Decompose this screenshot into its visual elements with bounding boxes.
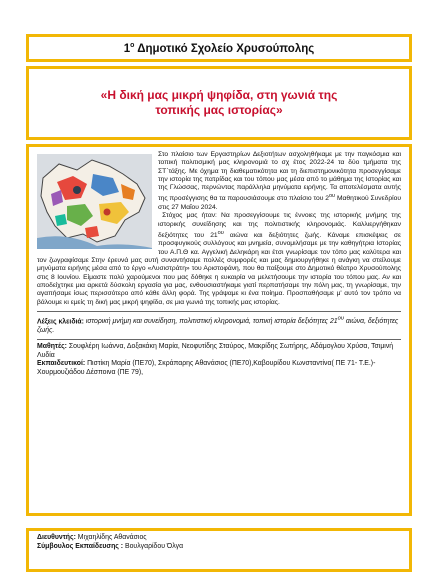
ordinal-suffix: ου: [337, 315, 344, 322]
school-number: 1: [123, 42, 131, 55]
school-name: [124, 42, 314, 55]
director-label: Διευθυντής:: [37, 534, 76, 541]
teachers: [37, 360, 401, 377]
advisor-label: Σύμβουλος Εκπαίδευσης :: [37, 542, 124, 550]
keywords-text-end: αιώνα, δεξιότητες ζωής.: [37, 318, 399, 334]
director: [37, 534, 401, 543]
paragraph-1-end: Μαθητικού Συνεδρίου στις 27 Μαΐου 2024.: [158, 195, 401, 212]
students-label: Μαθητές:: [37, 343, 67, 351]
footer-box: [26, 528, 412, 572]
teachers-names: Πιστίκη Μαρία (ΠΕ70), Σκράπαρης Αθανάσιος (ΠΕ70),Καβουρίδου Κωνσταντίνα( ΠΕ 71- Τ.Ε.)- Χουρμουζιάδου Δέσποινα (ΠΕ 79),: [37, 360, 376, 376]
ordinal-suffix: ο: [130, 41, 135, 49]
body-text: [37, 151, 401, 307]
header-box: [26, 34, 412, 62]
keywords-text: ιστορική μνήμη και συνείδηση, πολιτιστική κληρονομιά, τοπική ιστορία δεξιότητες 21: [83, 318, 338, 326]
director-name: Μιχαηλίδης Αθανάσιος: [75, 534, 147, 541]
students: [37, 343, 401, 360]
keywords: [37, 315, 401, 335]
paragraph-1: Στο πλαίσιο των Εργαστηρίων Δεξιοτήτων ασχοληθήκαμε με την παγκόσμια και τοπική πολιτισμική μας κληρονομιά το σχ έτος 2022-24 τα δύο τμήματα της ΣΤ΄τάξης. Με όχημα τη διαθεματικότητα και τη διεπιστημονικότητα προσεγγίσαμε την ιστορία της πατρίδας και του τόπου μας μέσα από το μάθημα της Ιστορίας και της Γλώσσας, περνώντας παράλληλα μηνύματα ειρήνης. Τα αποτελέσματα αυτής της προσέγγισης θα τα παρουσιάσουμε στο πλαίσιο του 2: [158, 151, 401, 203]
main-content-box: [26, 144, 412, 516]
divider: [37, 339, 401, 340]
ordinal-suffix: ου: [217, 229, 224, 236]
map-painting-image: [37, 154, 152, 249]
advisor: [37, 543, 401, 552]
ordinal-suffix: ου: [328, 193, 336, 200]
title-box: [26, 66, 412, 140]
paragraph-2-end: αιώνα και δεξιότητες ζωής. Κάναμε επισκέψεις σε προσφυγικούς συλλόγους και μνημεία, συνομιλήσαμε με την καθηγήτρια Ιστορίας του Α.Π.Θ κα. Αγγελική Δεληκάρη και έτσι γνωρίσαμε τον τόπο μας καλύτερα και τον ζωγραφίσαμε Στην έρευνά μας αυτή συναντήσαμε πολλές συμφορές και μας δημιουργήθηκε η ανάγκη να στείλουμε μηνύματα ειρήνης μέσα από το έργο «Λυσιστράτη» του Αριστοφάνη, που θα παίξουμε στο Δημοτικό θέατρο Χρυσούπολης στις 8 Ιουνίου. Είμαστε πολύ χαρούμενοι που μας δόθηκε η ευκαιρία να μελετήσουμε την ιστορία του τόπου μας. Αν και αποδείχτηκε μια αρκετά δύσκολη εργασία για μας, ενθουσιαστήκαμε γιατί περπατήσαμε την πόλη μας, τη γνωρίσαμε, την αγαπήσαμε ίσως περισσότερο από κάθε άλλη φορά. Της γράψαμε κι ένα ποίημα. Προσπαθήσαμε μ' αυτό τον τρόπο να βάλουμε κι εμείς τη δική μας μικρή ψηφίδα, σε μια γωνιά της τοπικής μας ιστορίας.: [37, 232, 401, 306]
school-title: Δημοτικό Σχολείο Χρυσούπολης: [137, 42, 315, 55]
project-title: «Η δική μας μικρή ψηφίδα, στη γωνιά της τοπικής μας ιστορίας»: [100, 88, 338, 117]
map-painting-graphic: [37, 154, 152, 249]
advisor-name: Βουλγαρίδου Όλγα: [123, 542, 184, 550]
paragraph-2: Στόχος μας ήταν: Να προσεγγίσουμε τις έννοιες της ιστορικής μνήμης της ιστορικής συνείδησης και της πολιτιστικής κληρονομιάς. Καλλιεργήθηκαν δεξιότητες του 21: [158, 212, 402, 240]
teachers-label: Εκπαιδευτικοί:: [37, 360, 86, 368]
keywords-label: Λέξεις κλειδιά:: [37, 318, 84, 326]
divider: [37, 311, 401, 312]
students-names: Σουφλέρη Ιωάννα, Δοξακάκη Μαρία, Νεοφυτίδης Σταύρος, Μακρίδης Σωτήρης, Αδάμογλου Χρύσα, Τσιμινή Λυδία: [37, 343, 394, 359]
